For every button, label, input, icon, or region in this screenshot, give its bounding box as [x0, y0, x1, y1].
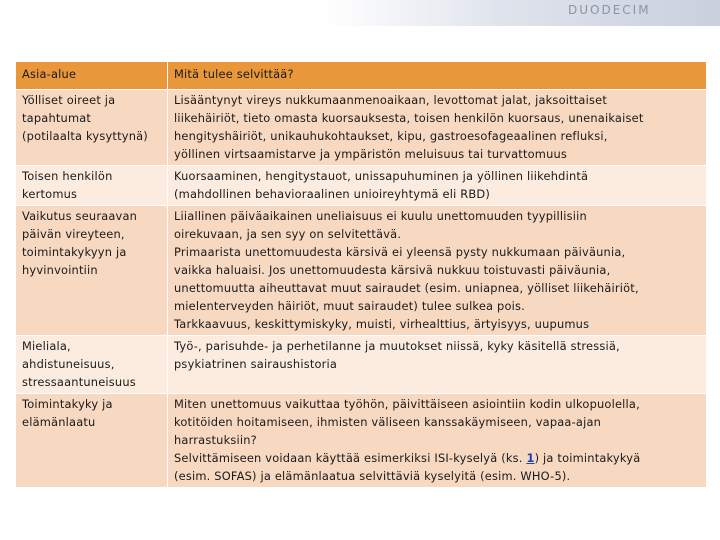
details-cell: Liiallinen päiväaikainen uneliaisuus ei kuulu unettomuuden tyypillisiin oirekuvaan, ja sen syy on selvitettävä. Primaarista unettomuudesta kärsivä ei yleensä pysty nukkumaan päiväunia, vaikka haluaisi. Jos unettomuudesta kärsivä nukkuu toistuvasti päiväunia, unettomuutta aiheuttavat muut sairaudet (esim. uniapnea, yölliset liikehäiriöt, mielenterveyden häiriöt, muut sairaudet) tulee sulkea pois. Tarkkaavuus, keskittymiskyky, muisti, virhealttius, ärtyisyys, uupumus: [168, 206, 707, 336]
header-area: Asia-alue: [16, 62, 168, 90]
assessment-table: [15, 61, 707, 488]
table-header-row: [16, 62, 707, 90]
table-row: [16, 394, 707, 488]
duodecim-logo: DUODECIM: [568, 3, 651, 17]
table-row: [16, 206, 707, 336]
table-row: [16, 336, 707, 394]
details-cell: Kuorsaaminen, hengitystauot, unissapuhuminen ja yöllinen liikehdintä (mahdollinen behavioraalinen unioireyhtymä eli RBD): [168, 166, 707, 206]
reference-link-1[interactable]: 1: [526, 451, 535, 465]
details-cell: Lisääntynyt vireys nukkumaanmenoaikaan, levottomat jalat, jaksoittaiset liikehäiriöt, tieto omasta kuorsauksesta, toisen henkilön kuorsaus, unenaikaiset hengityshäiriöt, unikauhukohtaukset, kipu, gastroesofageaalinen refluksi, yöllinen virtsaamistarve ja ympäristön meluisuus tai turvattomuus: [168, 90, 707, 166]
top-banner: [0, 0, 720, 26]
details-cell: Miten unettomuus vaikuttaa työhön, päivittäiseen asiointiin kodin ulkopuolella, kotitöiden hoitamiseen, ihmisten väliseen kanssakäymiseen, vapaa-ajan harrastuksiin? Selvittämiseen voidaan käyttää esimerkiksi ISI-kyselyä (ks. 1) ja toimintakykyä (esim. SOFAS) ja elämänlaatua selvittäviä kyselyitä (esim. WHO-5).: [168, 394, 707, 488]
area-cell: Toimintakyky ja elämänlaatu: [16, 394, 168, 488]
table-row: [16, 90, 707, 166]
area-cell: Toisen henkilön kertomus: [16, 166, 168, 206]
isi-reference-line: Selvittämiseen voidaan käyttää esimerkiksi ISI-kyselyä (ks. 1) ja toimintakykyä: [174, 451, 641, 465]
header-what-to-assess: Mitä tulee selvittää?: [168, 62, 707, 90]
area-cell: Yölliset oireet ja tapahtumat (potilaalta kysyttynä): [16, 90, 168, 166]
details-cell: Työ-, parisuhde- ja perhetilanne ja muutokset niissä, kyky käsitellä stressiä, psykiatrinen sairaushistoria: [168, 336, 707, 394]
area-cell: Vaikutus seuraavan päivän vireyteen, toimintakykyyn ja hyvinvointiin: [16, 206, 168, 336]
area-cell: Mieliala, ahdistuneisuus, stressaantuneisuus: [16, 336, 168, 394]
table-row: [16, 166, 707, 206]
